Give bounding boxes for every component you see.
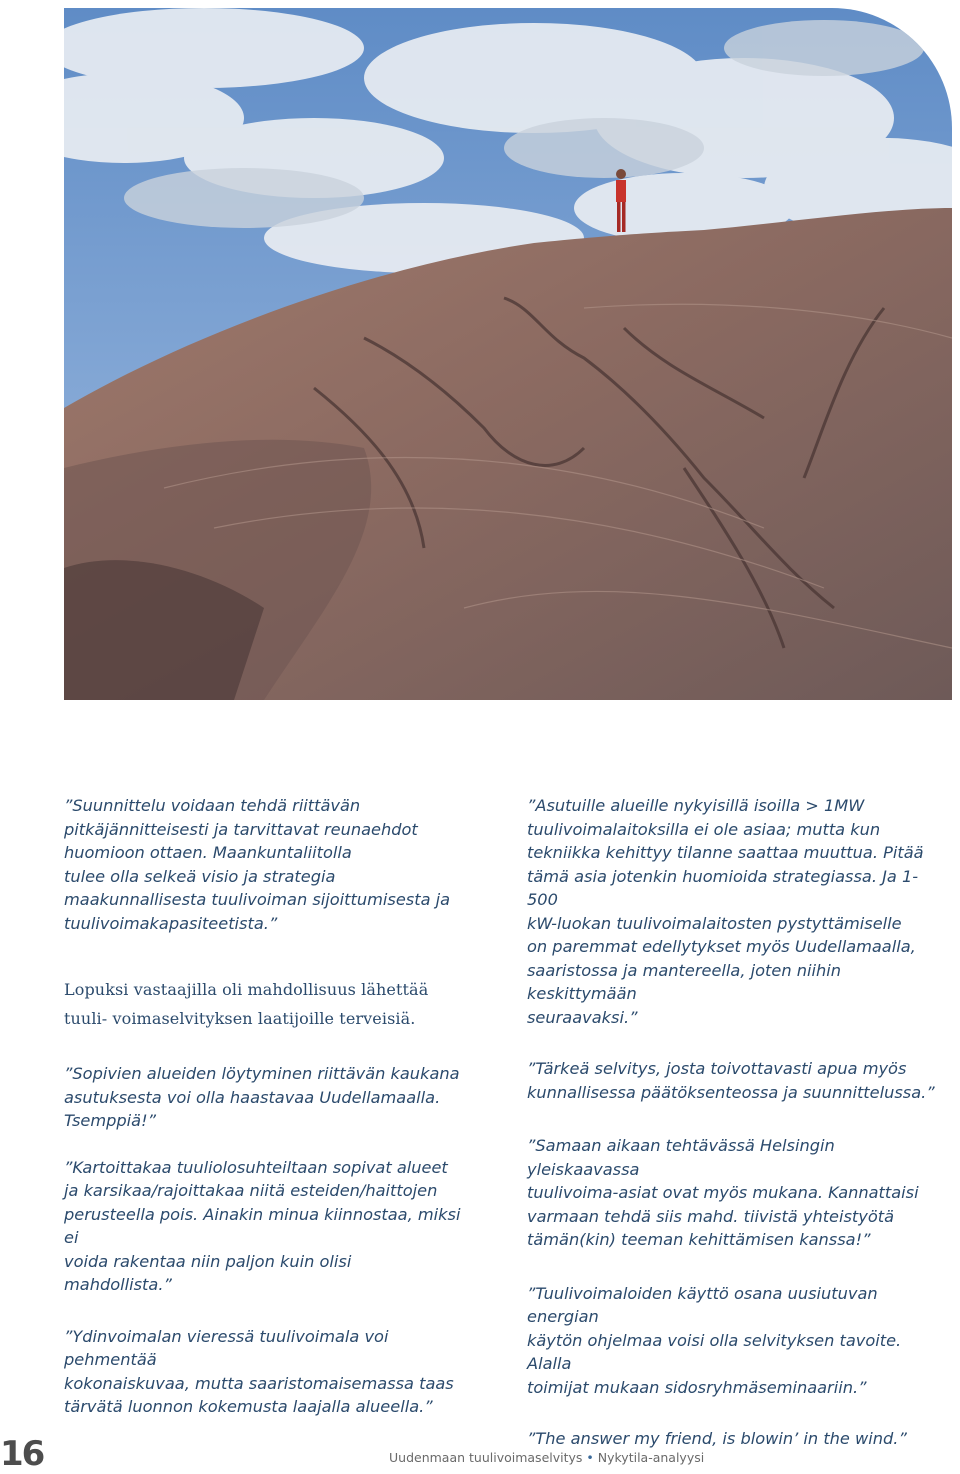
quote-8: ”Tuulivoimaloiden käyttö osana uusiutuvan energian käytön ohjelmaa voisi olla selvityksen tavoite. Alalla toimijat mukaan sidosryhmäseminaariin.”: [527, 1283, 902, 1397]
quote-3: ”Kartoittakaa tuuliolosuhteiltaan sopivat alueet ja karsikaa/rajoittakaa niitä esteiden/haittojen perusteella pois. Ainakin minua kiinnostaa, miksi ei voida rakentaa niin paljon kuin olisi mahdollista.”: [64, 1157, 461, 1294]
quote-5: ”Asutuille alueille nykyisillä isoilla > 1MW tuulivoimalaitoksilla ei ole asiaa; mutta kun tekniikka kehittyy tilanne saattaa muuttua. Pitää tämä asia jotenkin huomioida strategiassa. Ja 1-500 kW-luokan tuulivoimalaitosten pystyttämiselle on paremmat edellytykset myös Uudellamaalla, saaristossa ja mantereella, joten niihin keskittymään seuraavaksi.”: [527, 796, 924, 1027]
footer: [389, 1450, 704, 1465]
quote-2: ”Sopivien alueiden löytyminen riittävän kaukana asutuksesta voi olla haastavaa Uudellamaalla. Tsemppiä!”: [64, 1064, 460, 1130]
quote-4: ”Ydinvoimalan vieressä tuulivoimala voi pehmentää kokonaiskuvaa, mutta saaristomaisemassa taas tärvätä luonnon kokemusta laajalla alueella.”: [64, 1326, 454, 1416]
page-number: 16: [0, 1434, 44, 1474]
publication-title: Uudenmaan tuulivoimaselvitys: [389, 1450, 583, 1465]
separator: •: [586, 1450, 594, 1465]
right-column: [527, 794, 937, 1451]
section-title: Nykytila-analyysi: [597, 1450, 705, 1465]
quote-6: ”Tärkeä selvitys, josta toivottavasti apua myös kunnallisessa päätöksenteossa ja suunnittelussa.”: [527, 1059, 935, 1102]
quote-7: ”Samaan aikaan tehtävässä Helsingin yleiskaavassa tuulivoima-asiat ovat myös mukana. Kannattaisi varmaan tehdä siis mahd. tiivistä yhteistyötä tämän(kin) teeman kehittämisen kanssa!”: [527, 1136, 919, 1249]
rock-photo: [64, 8, 952, 700]
quote-9: ”The answer my friend, is blowin’ in the wind.”: [527, 1429, 907, 1448]
quote-1: ”Suunnittelu voidaan tehdä riittävän pitkäjännitteisesti ja tarvittavat reunaehdot huomioon ottaen. Maankuntaliitolla tulee olla selkeä visio ja strategia maakunnallisesta tuulivoiman sijoittumisesta ja tuulivoimakapasiteetista.”: [64, 796, 451, 933]
closing-text: Lopuksi vastaajilla oli mahdollisuus lähettää tuuli- voimaselvityksen laatijoille terveisiä.: [64, 980, 429, 1028]
left-column: [64, 794, 464, 1419]
